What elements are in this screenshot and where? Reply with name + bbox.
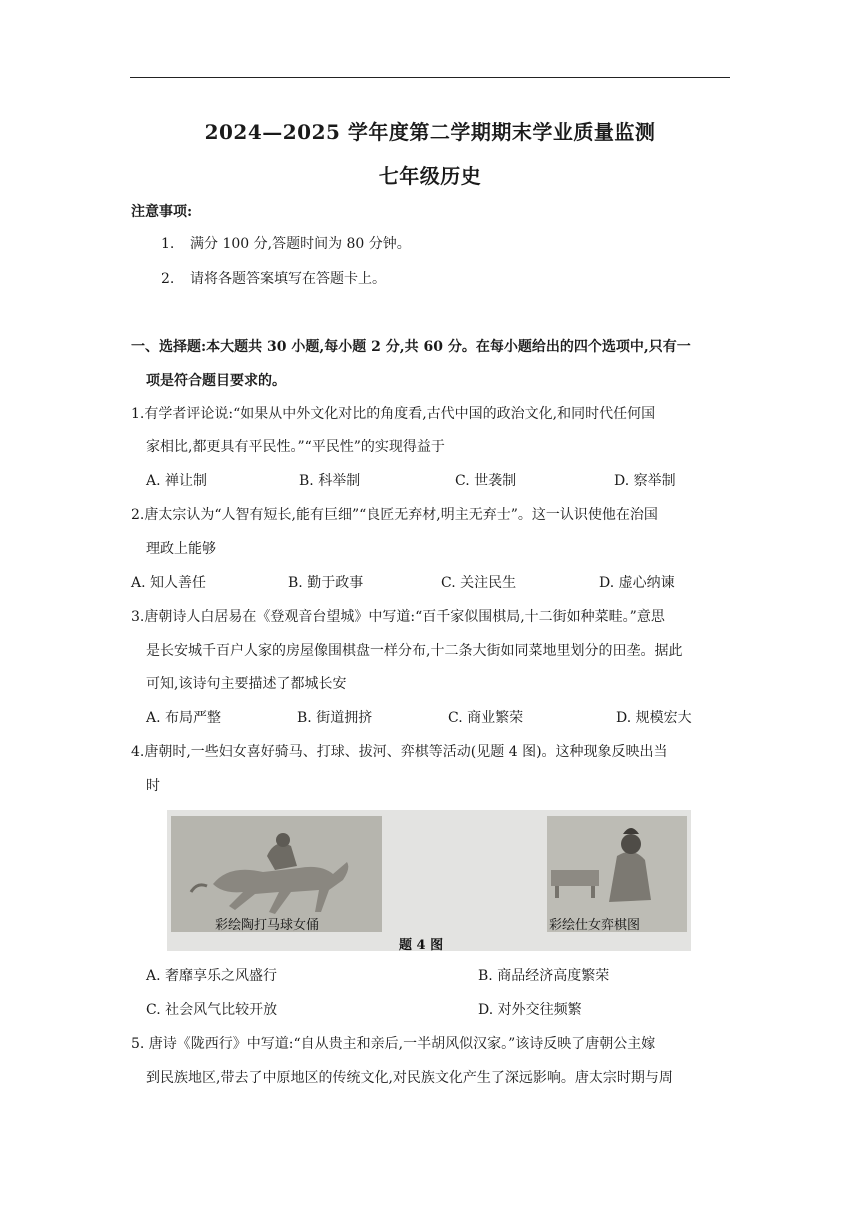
question-1-stem-line2: 家相比,都更具有平民性。”“平民性”的实现得益于 [146, 439, 445, 455]
left-image-caption: 彩绘陶打马球女俑 [215, 918, 320, 933]
question-2-stem-line1: 2.唐太宗认为“人智有短长,能有巨细”“良匠无弃材,明主无弃士”。这一认识使他在治国 [131, 507, 658, 523]
question-1-stem-line1: 1.有学者评论说:“如果从中外文化对比的角度看,古代中国的政治文化,和同时代任何国 [131, 406, 656, 422]
notice-item-2-number: 2. [161, 271, 175, 287]
question-2-option-b: B. 勤于政事 [288, 575, 364, 591]
question-1-option-b: B. 科举制 [299, 473, 361, 489]
top-rule [130, 77, 730, 78]
question-3-option-b: B. 街道拥挤 [297, 710, 373, 726]
question-2-stem-line2: 理政上能够 [146, 541, 216, 557]
question-3-option-d: D. 规模宏大 [616, 710, 692, 726]
question-4-option-a: A. 奢靡享乐之风盛行 [146, 968, 278, 984]
question-4-option-c: C. 社会风气比较开放 [146, 1002, 278, 1018]
question-5-stem-line2: 到民族地区,带去了中原地区的传统文化,对民族文化产生了深远影响。唐太宗时期与周 [146, 1070, 673, 1086]
question-2-option-a: A. 知人善任 [131, 575, 207, 591]
question-3-stem-line3: 可知,该诗句主要描述了都城长安 [146, 676, 347, 692]
notice-item-1-number: 1. [161, 236, 175, 252]
question-5-stem-line1: 5. 唐诗《陇西行》中写道:“自从贵主和亲后,一半胡风似汉家。”该诗反映了唐朝公主嫁 [131, 1036, 656, 1052]
question-3-option-c: C. 商业繁荣 [448, 710, 524, 726]
section-heading-line2: 项是符合题目要求的。 [146, 373, 286, 389]
question-2-option-c: C. 关注民生 [441, 575, 517, 591]
notice-item-2-text: 请将各题答案填写在答题卡上。 [190, 271, 386, 287]
exam-subtitle: 七年级历史 [378, 164, 482, 188]
question-3-stem-line1: 3.唐朝诗人白居易在《登观音台望城》中写道:“百千家似围棋局,十二街如种菜畦。”意思 [131, 609, 665, 625]
question-4-option-d: D. 对外交往频繁 [478, 1002, 582, 1018]
question-3-option-a: A. 布局严整 [146, 710, 222, 726]
figure-caption: 题 4 图 [399, 938, 444, 953]
question-1-option-c: C. 世袭制 [455, 473, 517, 489]
question-4-option-b: B. 商品经济高度繁荣 [478, 968, 610, 984]
exam-title: 2024—2025 学年度第二学期期末学业质量监测 [204, 120, 656, 144]
go-game-painting-photo [547, 816, 687, 932]
question-4-figure [167, 810, 691, 951]
right-image-caption: 彩绘仕女弈棋图 [549, 918, 641, 933]
section-heading-line1: 一、选择题:本大题共 30 小题,每小题 2 分,共 60 分。在每小题给出的四个选项中,只有一 [131, 339, 691, 355]
question-4-stem-line2: 时 [146, 778, 160, 794]
question-3-stem-line2: 是长安城千百户人家的房屋像围棋盘一样分布,十二条大街如同菜地里划分的田垄。据此 [146, 643, 683, 659]
notice-item-1-text: 满分 100 分,答题时间为 80 分钟。 [190, 236, 411, 252]
notice-heading: 注意事项: [131, 204, 193, 220]
question-1-option-d: D. 察举制 [614, 473, 676, 489]
polo-figurine-photo [171, 816, 382, 932]
question-1-option-a: A. 禅让制 [146, 473, 208, 489]
question-4-stem-line1: 4.唐朝时,一些妇女喜好骑马、打球、拔河、弈棋等活动(见题 4 图)。这种现象反映出当 [131, 744, 668, 760]
question-2-option-d: D. 虚心纳谏 [599, 575, 675, 591]
